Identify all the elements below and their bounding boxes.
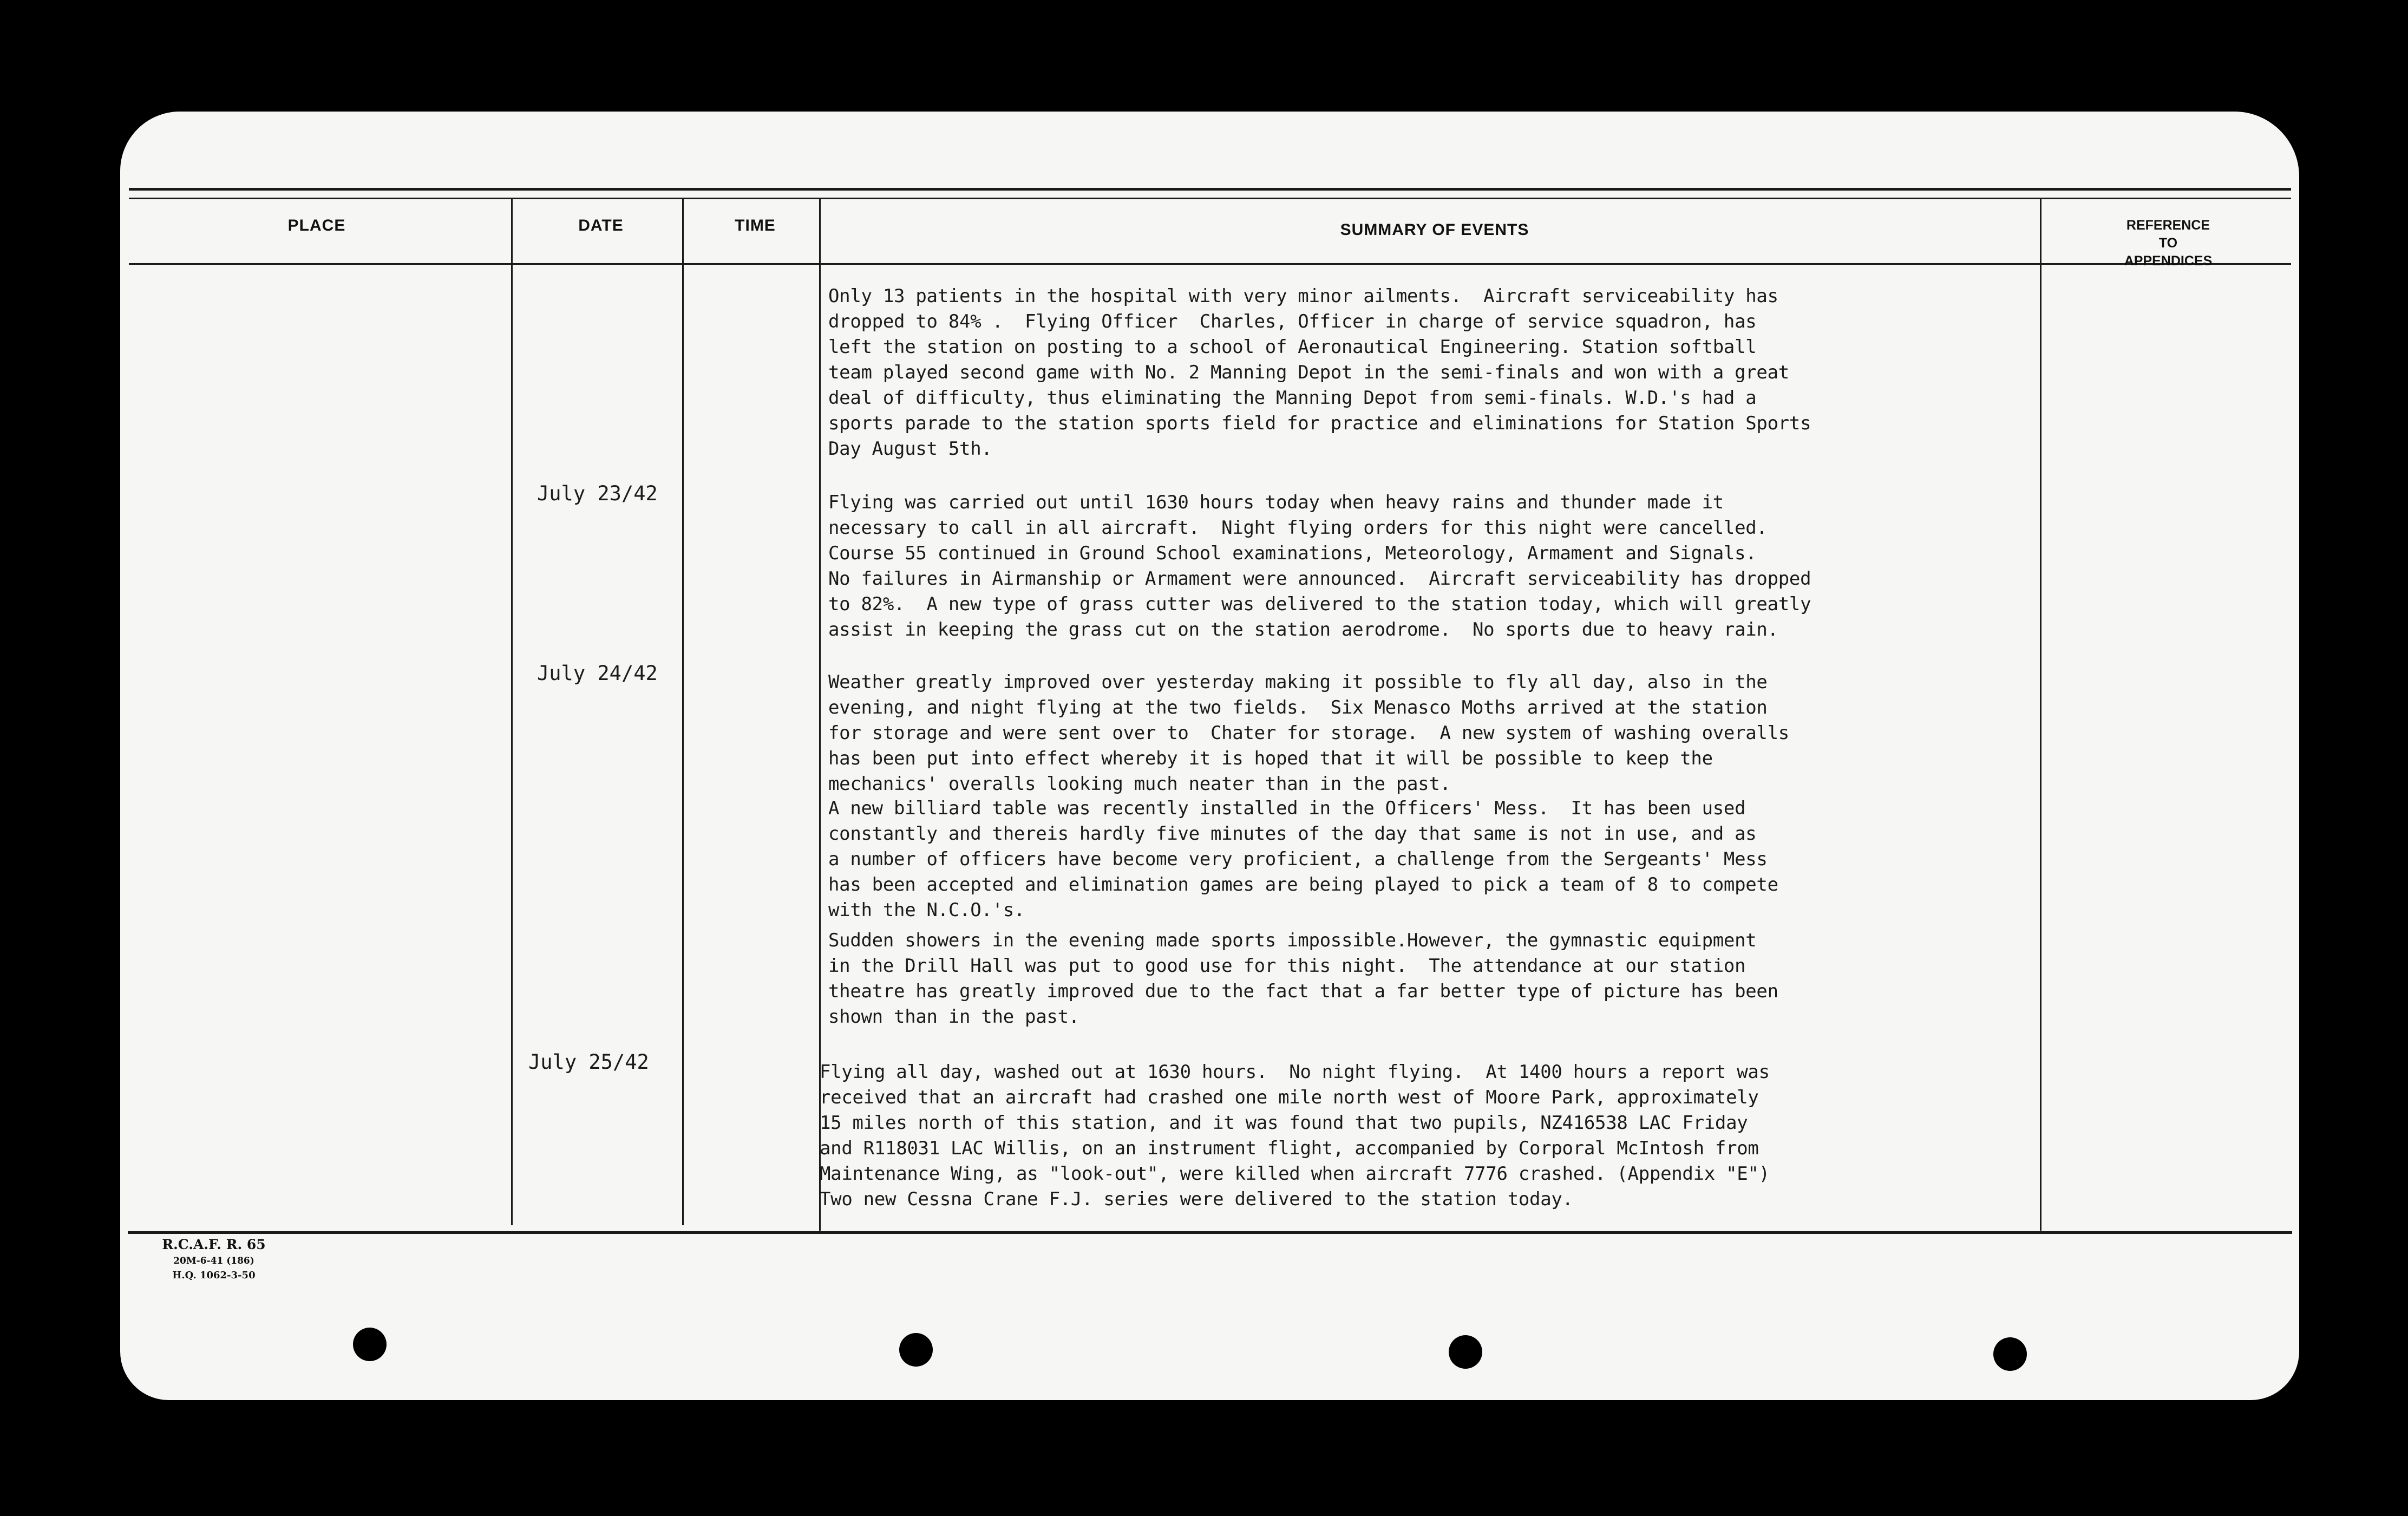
column-divider-place-date	[511, 199, 513, 1225]
punch-hole	[1993, 1337, 2027, 1371]
summary-line: evening, and night flying at the two fields. Six Menasco Moths arrived at the station	[828, 697, 1768, 718]
summary-line: No failures in Airmanship or Armament were announced. Aircraft serviceability has dropped	[828, 568, 1811, 590]
header-date: DATE	[578, 217, 624, 234]
header-time: TIME	[735, 217, 776, 234]
punch-hole	[353, 1328, 387, 1361]
form-identifier	[146, 1236, 282, 1283]
summary-line: assist in keeping the grass cut on the station aerodrome. No sports due to heavy rain.	[828, 619, 1778, 641]
summary-line: Day August 5th.	[828, 438, 992, 460]
summary-line: a number of officers have become very proficient, a challenge from the Sergeants' Mess	[828, 848, 1768, 870]
punch-hole	[1449, 1335, 1482, 1369]
summary-line: for storage and were sent over to Chater for storage. A new system of washing overalls	[828, 722, 1789, 744]
bottom-rule	[128, 1231, 2292, 1234]
summary-line: deal of difficulty, thus eliminating the Manning Depot from semi-finals. W.D.'s had a	[828, 387, 1757, 409]
summary-line: necessary to call in all aircraft. Night flying orders for this night were cancelled.	[828, 517, 1768, 539]
summary-line: left the station on posting to a school of Aeronautical Engineering. Station softball	[828, 336, 1757, 358]
summary-line: in the Drill Hall was put to good use for this night. The attendance at our station	[828, 955, 1746, 977]
summary-line: theatre has greatly improved due to the fact that a far better type of picture has been	[828, 981, 1778, 1002]
summary-line: with the N.C.O.'s.	[828, 899, 1025, 921]
form-print-code: 20M-6-41 (186)	[173, 1256, 254, 1266]
summary-line: received that an aircraft had crashed one mile north west of Moore Park, approximately	[820, 1087, 1759, 1108]
header-reference-line: TO	[2158, 236, 2178, 251]
summary-line: Sudden showers in the evening made sports impossible.However, the gymnastic equipment	[828, 930, 1757, 951]
summary-line: sports parade to the station sports field for practice and eliminations for Station Sports	[828, 413, 1811, 434]
summary-line: dropped to 84% . Flying Officer Charles, Officer in charge of service squadron, has	[828, 311, 1757, 332]
summary-line: mechanics' overalls looking much neater than in the past.	[828, 773, 1451, 795]
summary-line: Only 13 patients in the hospital with very minor ailments. Aircraft serviceability has	[828, 285, 1778, 307]
header-bottom-rule	[129, 263, 2291, 265]
summary-line: has been put into effect whereby it is hoped that it will be possible to keep the	[828, 748, 1713, 769]
header-place: PLACE	[287, 217, 346, 234]
entry-date: July 25/42	[528, 1050, 649, 1074]
entry-date: July 24/42	[537, 662, 658, 685]
summary-line: team played second game with No. 2 Manning Depot in the semi-finals and won with a great	[828, 362, 1789, 383]
summary-line: Flying was carried out until 1630 hours today when heavy rains and thunder made it	[828, 492, 1724, 513]
summary-line: 15 miles north of this station, and it was found that two pupils, NZ416538 LAC Friday	[820, 1112, 1748, 1134]
summary-line: Two new Cessna Crane F.J. series were delivered to the station today.	[820, 1188, 1573, 1210]
entry-date: July 23/42	[537, 482, 658, 505]
header-reference	[2079, 217, 2258, 270]
header-summary: SUMMARY OF EVENTS	[1340, 221, 1529, 239]
top-rule	[129, 188, 2291, 191]
column-divider-summary-reference	[2040, 199, 2041, 1231]
form-hq-code: H.Q. 1062-3-50	[172, 1270, 256, 1281]
summary-line: A new billiard table was recently installed in the Officers' Mess. It has been used	[828, 798, 1746, 819]
summary-line: has been accepted and elimination games are being played to pick a team of 8 to compete	[828, 874, 1778, 896]
summary-line: and R118031 LAC Willis, on an instrument flight, accompanied by Corporal McIntosh from	[820, 1138, 1759, 1159]
top-rule-thin	[129, 198, 2291, 199]
summary-line: Weather greatly improved over yesterday making it possible to fly all day, also in the	[828, 671, 1768, 693]
header-reference-line: APPENDICES	[2124, 253, 2213, 269]
summary-line: Course 55 continued in Ground School examinations, Meteorology, Armament and Signals.	[828, 543, 1757, 564]
header-reference-line: REFERENCE	[2126, 218, 2210, 233]
column-divider-date-time	[682, 199, 684, 1225]
summary-line: constantly and thereis hardly five minutes of the day that same is not in use, and as	[828, 823, 1757, 845]
summary-line: shown than in the past.	[828, 1006, 1079, 1028]
summary-line: Flying all day, washed out at 1630 hours. No night flying. At 1400 hours a report was	[820, 1061, 1770, 1083]
summary-line: Maintenance Wing, as "look-out", were killed when aircraft 7776 crashed. (Appendix "E")	[820, 1163, 1770, 1185]
summary-line: to 82%. A new type of grass cutter was delivered to the station today, which will greatly	[828, 593, 1811, 615]
punch-hole	[899, 1333, 933, 1367]
form-number: R.C.A.F. R. 65	[162, 1237, 266, 1252]
